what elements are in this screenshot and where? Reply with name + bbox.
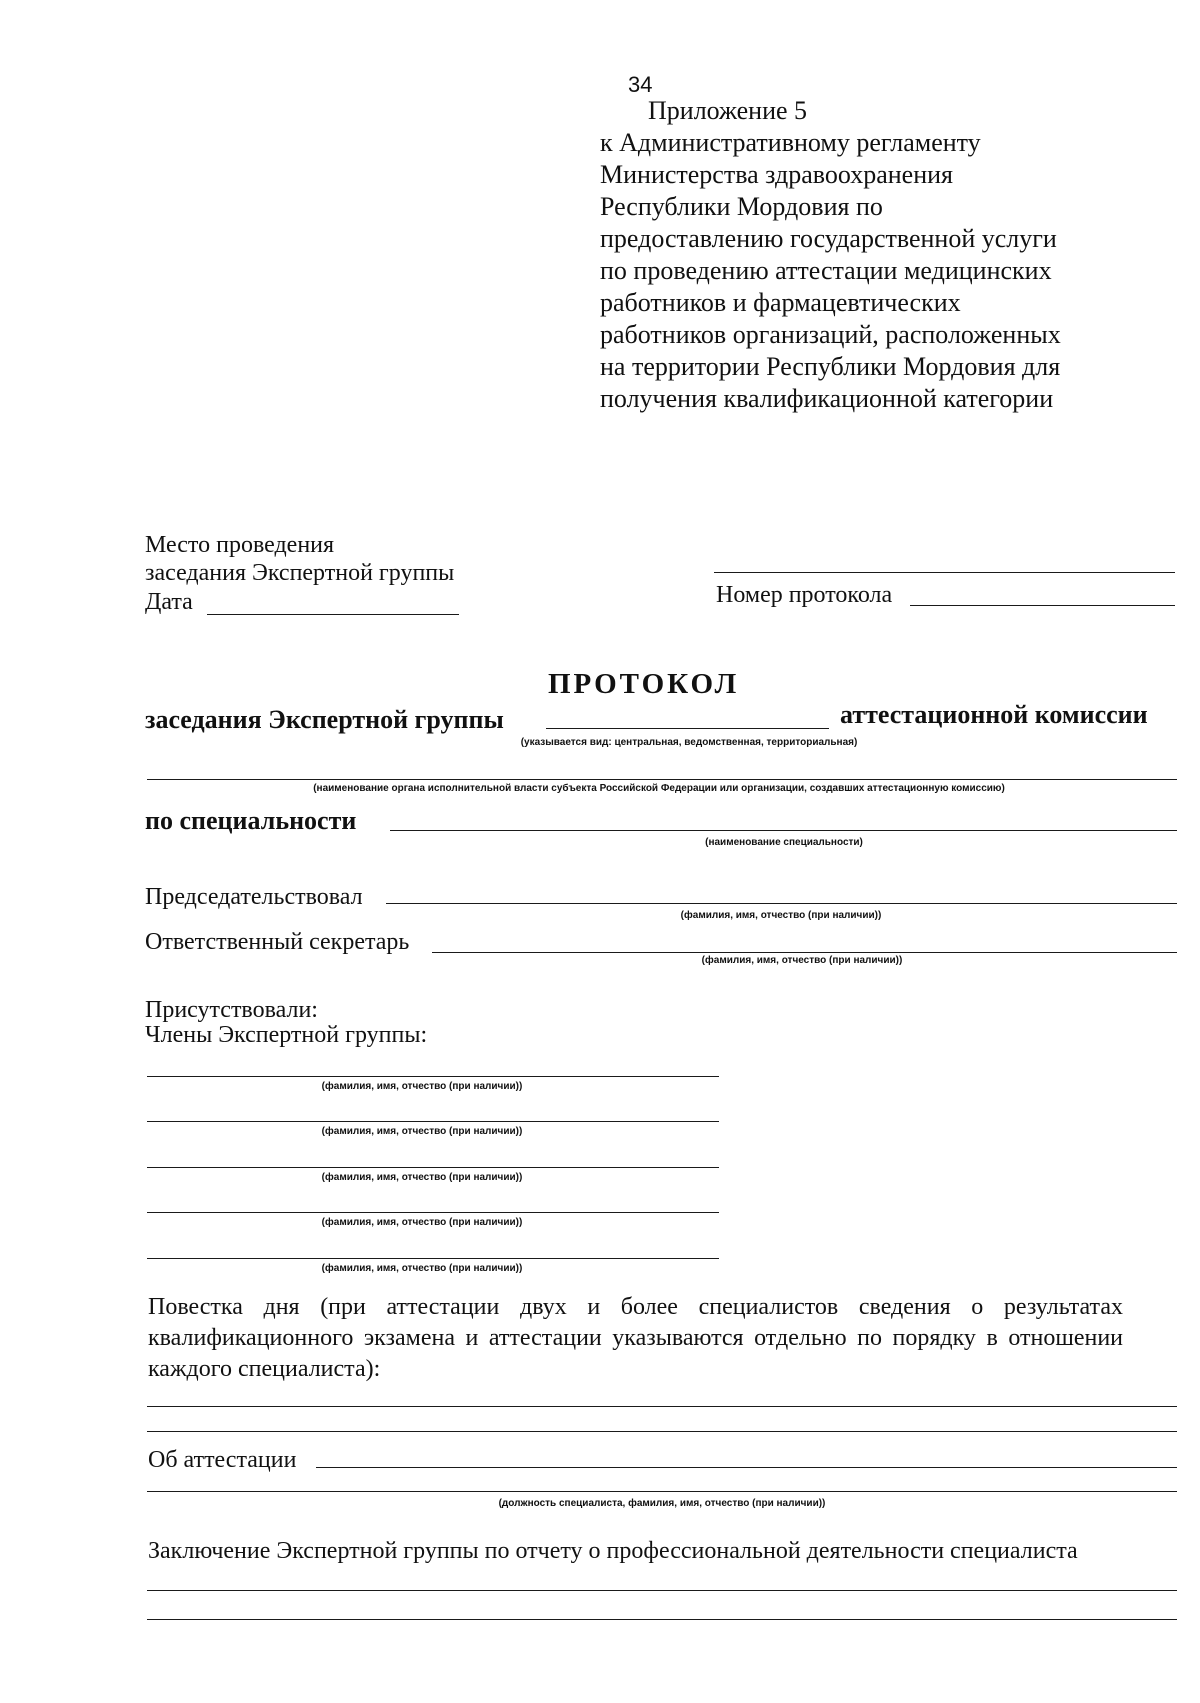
present-label: Присутствовали:: [145, 997, 318, 1023]
attestation-field-line[interactable]: [147, 1491, 1177, 1492]
appendix-line: работников и фармацевтических: [600, 288, 961, 317]
secretary-hint: (фамилия, имя, отчество (при наличии)): [701, 955, 903, 966]
member-hint: (фамилия, имя, отчество (при наличии)): [321, 1081, 523, 1092]
member-field-line[interactable]: [147, 1076, 719, 1077]
member-hint: (фамилия, имя, отчество (при наличии)): [321, 1172, 523, 1183]
place-label-line2: заседания Экспертной группы: [145, 560, 455, 586]
page-number: 34: [628, 72, 653, 97]
conclusion-field-line[interactable]: [147, 1590, 1177, 1591]
authority-field-line[interactable]: [147, 779, 1177, 780]
date-label: Дата: [145, 589, 193, 615]
appendix-line: Республики Мордовия по: [600, 192, 883, 221]
agenda-field-line[interactable]: [147, 1431, 1177, 1432]
specialty-field-line[interactable]: [390, 830, 1177, 831]
appendix-line: работников организаций, расположенных: [600, 320, 1061, 349]
conclusion-text: Заключение Экспертной группы по отчету о профессиональной деятельности специалиста: [148, 1538, 1078, 1564]
member-field-line[interactable]: [147, 1121, 719, 1122]
chair-hint: (фамилия, имя, отчество (при наличии)): [680, 910, 882, 921]
appendix-block: [600, 95, 1061, 415]
member-hint: (фамилия, имя, отчество (при наличии)): [321, 1126, 523, 1137]
member-field-line[interactable]: [147, 1258, 719, 1259]
date-field-line[interactable]: [207, 614, 459, 615]
chair-label: Председательствовал: [145, 884, 363, 910]
conclusion-field-line[interactable]: [147, 1619, 1177, 1620]
member-hint: (фамилия, имя, отчество (при наличии)): [321, 1263, 523, 1274]
attestation-field-line[interactable]: [316, 1467, 1177, 1468]
specialty-hint: (наименование специальности): [705, 837, 863, 848]
place-label-line1: Место проведения: [145, 532, 335, 558]
place-field-line[interactable]: [714, 572, 1175, 573]
appendix-line: Министерства здравоохранения: [600, 160, 953, 189]
appendix-line: по проведению аттестации медицинских: [600, 256, 1052, 285]
protocol-number-label: Номер протокола: [716, 582, 893, 608]
appendix-line: получения квалификационной категории: [600, 384, 1054, 413]
attestation-label: Об аттестации: [148, 1447, 297, 1473]
meeting-title: заседания Экспертной группы: [145, 705, 504, 734]
authority-hint: (наименование органа исполнительной власти субъекта Российской Федерации или организации, создавших аттестационную комиссию): [313, 783, 1005, 794]
appendix-line: на территории Республики Мордовия для: [600, 352, 1061, 381]
members-label: Члены Экспертной группы:: [145, 1022, 428, 1048]
protocol-number-field-line[interactable]: [910, 605, 1175, 606]
protocol-title: ПРОТОКОЛ: [548, 668, 740, 700]
commission-title: аттестационной комиссии: [840, 700, 1148, 729]
appendix-line: Приложение 5: [648, 96, 808, 125]
member-field-line[interactable]: [147, 1212, 719, 1213]
appendix-line: к Административному регламенту: [600, 128, 981, 157]
attestation-hint: (должность специалиста, фамилия, имя, отчество (при наличии)): [498, 1498, 826, 1509]
member-field-line[interactable]: [147, 1167, 719, 1168]
member-hint: (фамилия, имя, отчество (при наличии)): [321, 1217, 523, 1228]
commission-type-field-line[interactable]: [546, 728, 829, 729]
specialty-label: по специальности: [145, 806, 357, 835]
appendix-line: предоставлению государственной услуги: [600, 224, 1057, 253]
agenda-field-line[interactable]: [147, 1406, 1177, 1407]
secretary-field-line[interactable]: [432, 952, 1177, 953]
chair-field-line[interactable]: [386, 903, 1177, 904]
commission-type-hint: (указывается вид: центральная, ведомственная, территориальная): [520, 737, 858, 748]
secretary-label: Ответственный секретарь: [145, 929, 410, 955]
agenda-text: Повестка дня (при аттестации двух и более специалистов сведения о результатах квалификационного экзамена и аттестации указываются отдельно по порядку в отношении каждого специалиста):: [148, 1294, 1123, 1382]
